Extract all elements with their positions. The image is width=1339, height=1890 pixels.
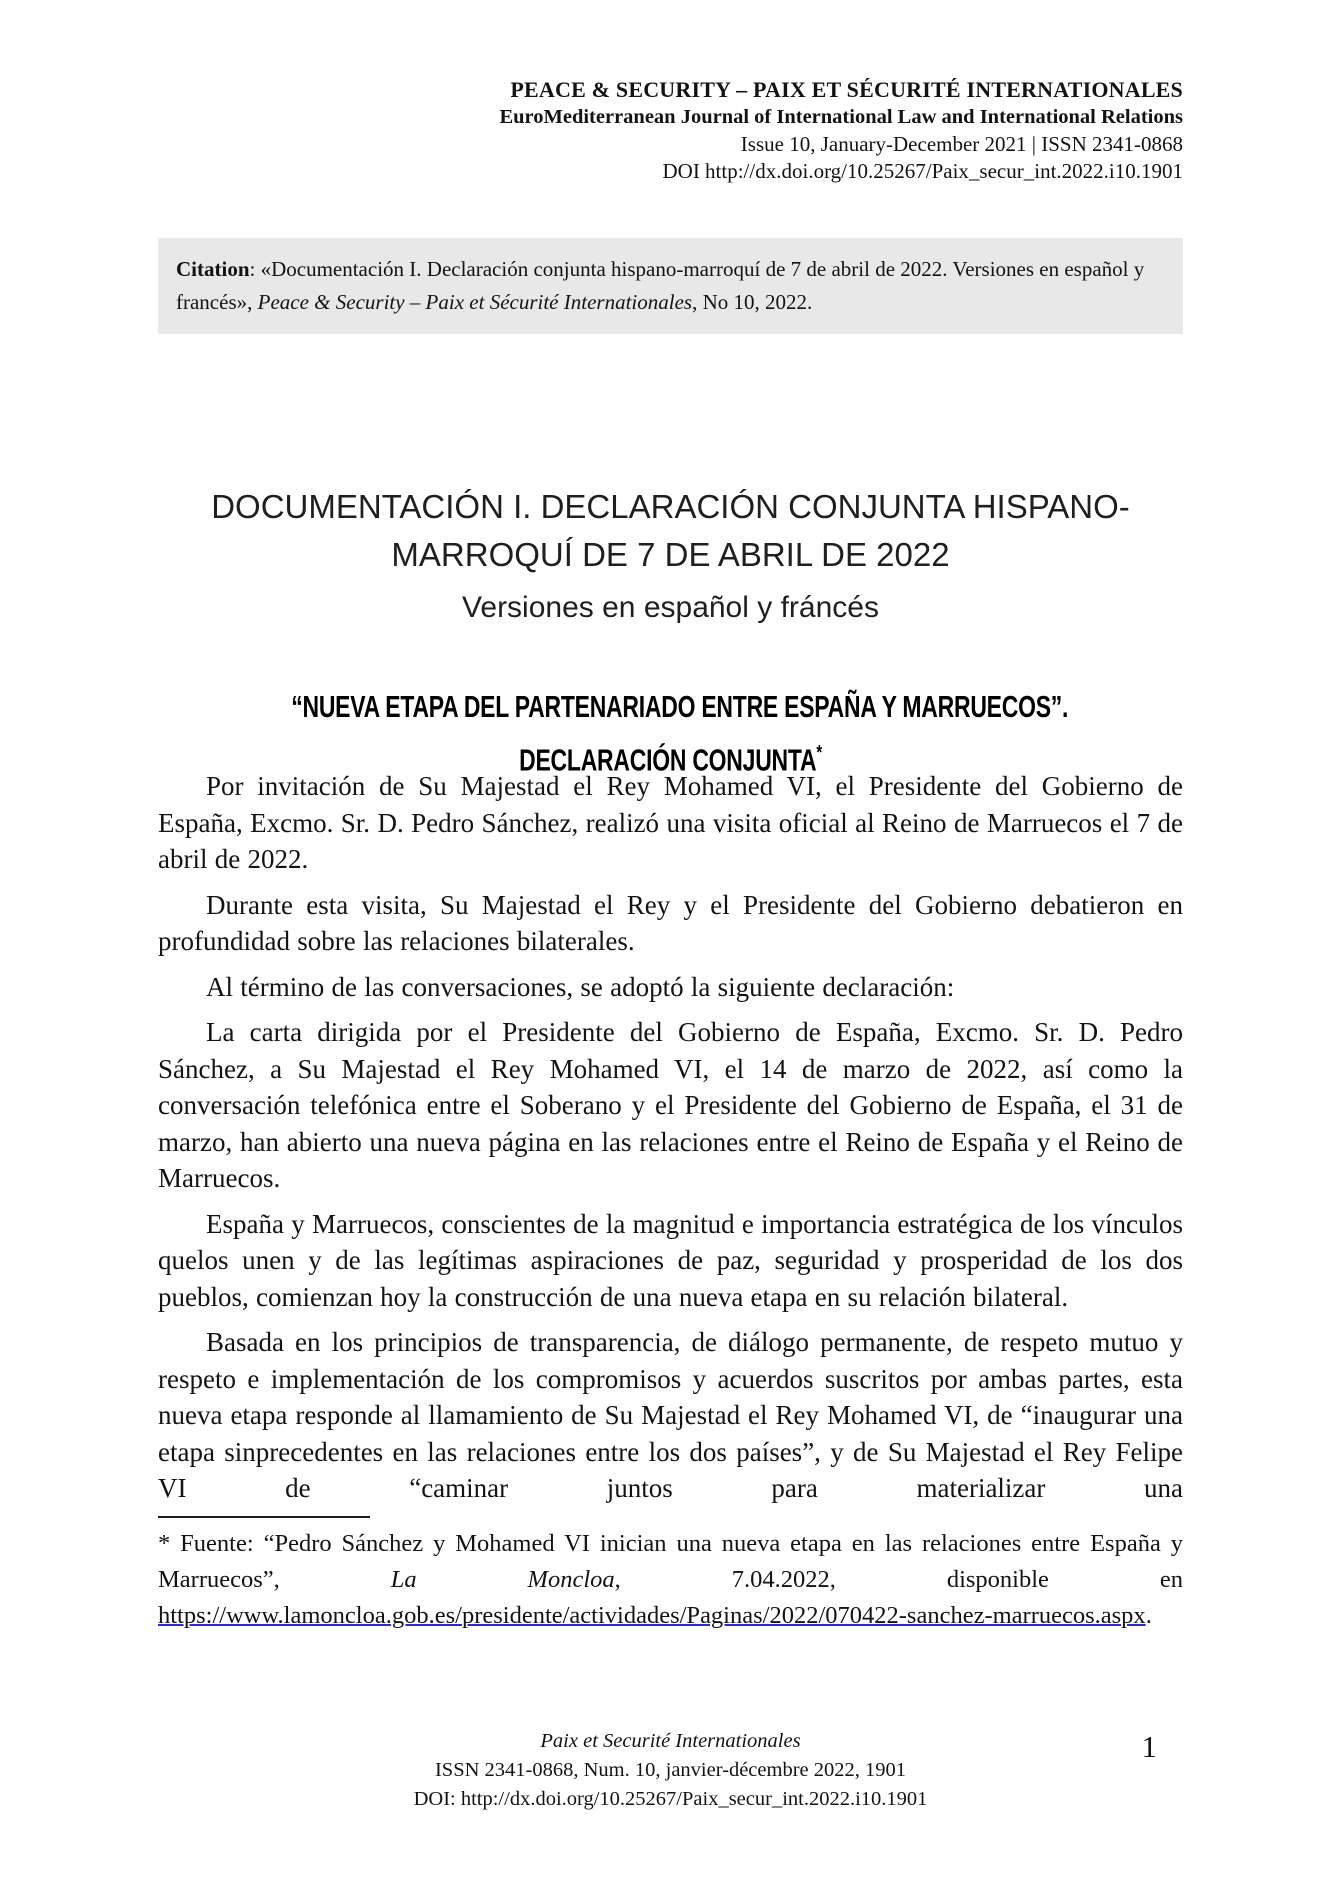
article-title: [158, 483, 1183, 579]
page-number: 1: [1141, 1729, 1157, 1764]
body-paragraph: Durante esta visita, Su Majestad el Rey y el Presidente del Gobierno debatieron en profundidad sobre las relaciones bilaterales.: [158, 889, 1183, 956]
citation-box: [158, 238, 1183, 334]
header-doi-line: DOI http://dx.doi.org/10.25267/Paix_secur_int.2022.i10.1901: [662, 159, 1183, 183]
footnote-marker: *: [158, 1529, 171, 1557]
page-footer: [158, 1727, 1183, 1814]
footnote-text-after: .: [1145, 1601, 1152, 1629]
footer-doi-line: DOI: http://dx.doi.org/10.25267/Paix_secur_int.2022.i10.1901: [413, 1788, 928, 1810]
citation-label: Citation: [176, 257, 250, 281]
section-heading-line-2: DECLARACIÓN CONJUNTA*: [519, 742, 822, 778]
issue-issn-line: Issue 10, January-December 2021 | ISSN 2341-0868: [740, 132, 1183, 156]
article-subtitle: Versiones en español y fráncés: [462, 591, 879, 624]
article-content: [158, 768, 1183, 1634]
citation-journal-name: Peace & Security – Paix et Sécurité Internationales: [257, 290, 693, 314]
article-title-line-1: DOCUMENTACIÓN I. DECLARACIÓN CONJUNTA HISPANO-: [211, 488, 1130, 525]
citation-text-before: : «Documentación I. Declaración conjunta hispano-marroquí de 7 de abril de 2022. Versiones en español y francés»,: [176, 257, 1145, 314]
footnote-text-mid: , 7.04.2022, disponible en: [614, 1565, 1183, 1593]
citation-text-after: , No 10, 2022.: [692, 290, 813, 314]
body-paragraph: La carta dirigida por el Presidente del Gobierno de España, Excmo. Sr. D. Pedro Sánchez, a Su Majestad el Rey Mohamed VI, el 14 de marzo de 2022, así como la conversación telefónica entre el Soberano y el Presidente del Gobierno de España, el 31 de marzo, han abierto una nueva página en las relaciones entre el Reino de España y el Reino de Marruecos.: [158, 1017, 1183, 1193]
footnote-text-before: Fuente: “Pedro Sánchez y Mohamed VI inician una nueva etapa en las relaciones entre España y Marruecos”,: [158, 1529, 1183, 1593]
section-heading-line-1: “NUEVA ETAPA DEL PARTENARIADO ENTRE ESPAÑA Y MARRUECOS”.: [291, 689, 1069, 724]
article-body: [158, 768, 1183, 1507]
article-title-line-2: MARROQUÍ DE 7 DE ABRIL DE 2022: [391, 536, 950, 573]
footnote-link[interactable]: https://www.lamoncloa.gob.es/presidente/actividades/Paginas/2022/070422-sanchez-marruecos.aspx: [158, 1601, 1146, 1629]
journal-subname: EuroMediterranean Journal of International Law and International Relations: [499, 106, 1183, 128]
footnote-source-name: La Moncloa: [390, 1565, 615, 1593]
footer-journal-name: Paix et Securité Internationales: [540, 1730, 801, 1752]
body-paragraph: Al término de las conversaciones, se adoptó la siguiente declaración:: [206, 971, 955, 1002]
journal-header: [158, 76, 1183, 185]
footnote-separator: [158, 1516, 370, 1518]
body-paragraph: Basada en los principios de transparencia, de diálogo permanente, de respeto mutuo y respeto e implementación de los compromisos y acuerdos suscritos por ambas partes, esta nueva etapa responde al llamamiento de Su Majestad el Rey Mohamed VI, de “inaugurar una etapa sinprecedentes en las relaciones entre los dos países”, y de Su Majestad el Rey Felipe VI de “caminar juntos para materializar una: [158, 1327, 1183, 1503]
body-paragraph: Por invitación de Su Majestad el Rey Mohamed VI, el Presidente del Gobierno de España, Excmo. Sr. D. Pedro Sánchez, realizó una visita oficial al Reino de Marruecos el 7 de abril de 2022.: [158, 771, 1183, 874]
journal-name: PEACE & SECURITY – PAIX ET SÉCURITÉ INTERNATIONALES: [510, 77, 1183, 102]
footnote: [158, 1526, 1183, 1634]
footer-issn-line: ISSN 2341-0868, Num. 10, janvier-décembre 2022, 1901: [434, 1759, 906, 1781]
heading-footnote-marker: *: [816, 742, 822, 764]
body-paragraph: España y Marruecos, conscientes de la magnitud e importancia estratégica de los vínculos quelos unen y de las legítimas aspiraciones de paz, seguridad y prosperidad de los dos pueblos, comienzan hoy la construcción de una nueva etapa en su relación bilateral.: [158, 1208, 1183, 1312]
